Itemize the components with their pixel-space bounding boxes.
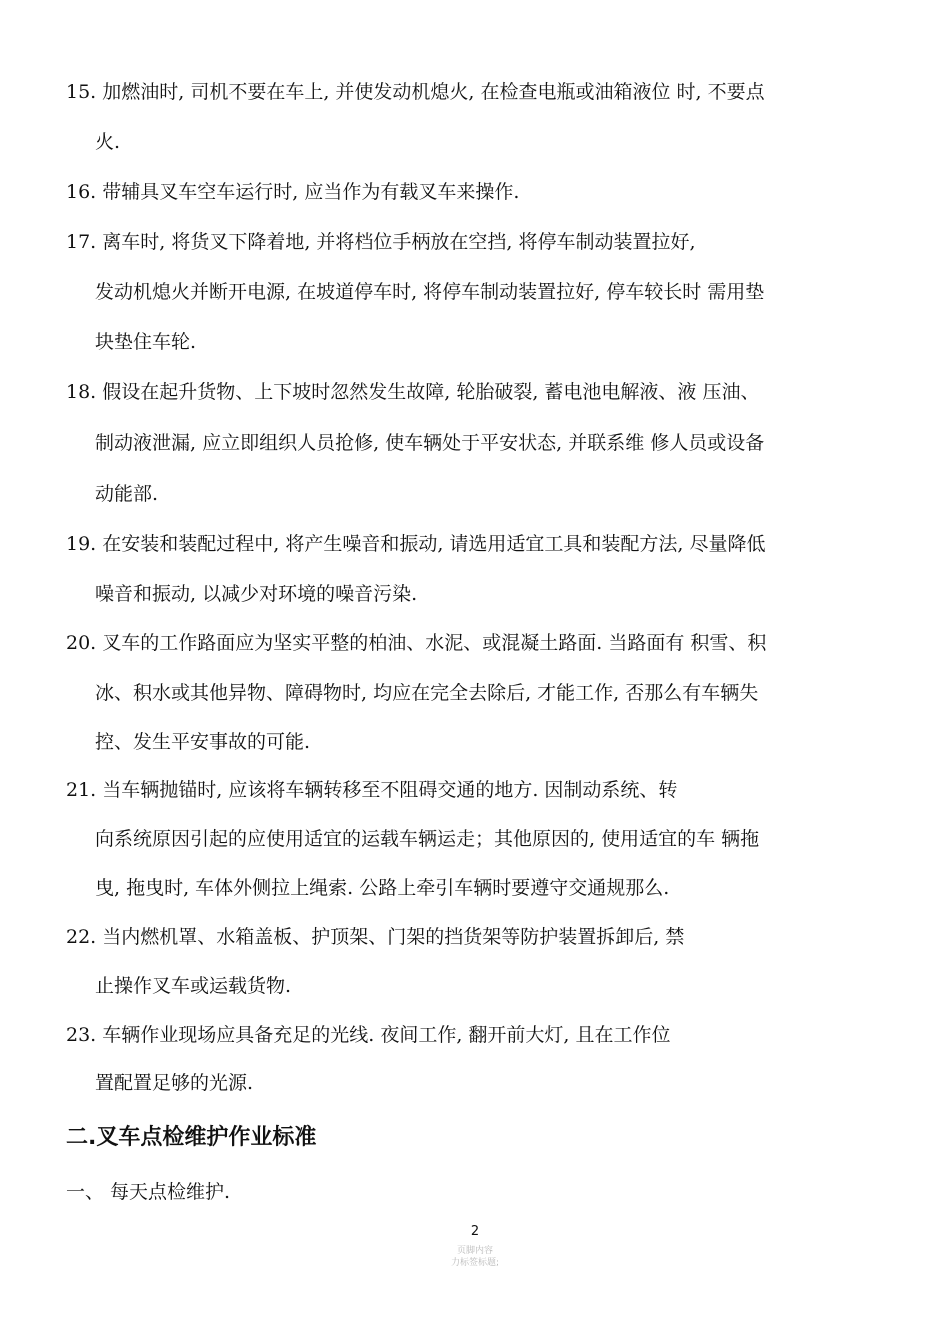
item-21-line-1: 21. 当车辆抛锚时, 应该将车辆转移至不阻碍交通的地方. 因制动系统、转 (66, 779, 678, 801)
item-23-line-1: 23. 车辆作业现场应具备充足的光线. 夜间工作, 翻开前大灯, 且在工作位 (66, 1024, 671, 1046)
item-19-line-1: 19. 在安装和装配过程中, 将产生噪音和振动, 请选用适宜工具和装配方法, 尽量降低 (66, 533, 766, 555)
page-number: 2 (470, 1224, 480, 1239)
footer-text-line-2: 力标签标题; (450, 1258, 500, 1268)
item-18-line-1: 18. 假设在起升货物、上下坡时忽然发生故障, 轮胎破裂, 蓄电池电解液、液 压油、 (66, 381, 760, 403)
item-21-line-3: 曳, 拖曳时, 车体外侧拉上绳索. 公路上牵引车辆时要遵守交通规那么. (95, 877, 670, 899)
item-19-line-2: 噪音和振动, 以减少对环境的噪音污染. (95, 583, 418, 605)
item-17-line-1: 17. 离车时, 将货叉下降着地, 并将档位手柄放在空挡, 将停车制动装置拉好, (66, 231, 696, 253)
item-18-line-3: 动能部. (95, 483, 159, 505)
item-20-line-3: 控、发生平安事故的可能. (95, 731, 311, 753)
item-22-line-2: 止操作叉车或运载货物. (95, 975, 292, 997)
item-16-line-1: 16. 带辅具叉车空车运行时, 应当作为有载叉车来操作. (66, 181, 520, 203)
item-20-line-2: 冰、积水或其他异物、障碍物时, 均应在完全去除后, 才能工作, 否那么有车辆失 (95, 682, 759, 704)
item-17-line-2: 发动机熄火并断开电源, 在坡道停车时, 将停车制动装置拉好, 停车较长时 需用垫 (95, 281, 765, 303)
sub-heading: 一、 每天点检维护. (66, 1181, 231, 1203)
item-15-line-1: 15. 加燃油时, 司机不要在车上, 并使发动机熄火, 在检查电瓶或油箱液位 时, 不要点 (66, 81, 765, 103)
item-23-line-2: 置配置足够的光源. (95, 1072, 254, 1094)
item-22-line-1: 22. 当内燃机罩、水箱盖板、护顶架、门架的挡货架等防护装置拆卸后, 禁 (66, 926, 685, 948)
section-heading: 二.叉车点检维护作业标准 (66, 1125, 317, 1150)
item-20-line-1: 20. 叉车的工作路面应为坚实平整的柏油、水泥、或混凝土路面. 当路面有 积雪、积 (66, 632, 767, 654)
item-21-line-2: 向系统原因引起的应使用适宜的运载车辆运走；其他原因的, 使用适宜的车 辆拖 (95, 828, 760, 850)
item-15-line-2: 火. (95, 131, 121, 153)
footer-text-line-1: 页脚内容 (456, 1246, 493, 1256)
item-18-line-2: 制动液泄漏, 应立即组织人员抢修, 使车辆处于平安状态, 并联系维 修人员或设备 (95, 432, 765, 454)
item-17-line-3: 块垫住车轮. (95, 331, 197, 353)
